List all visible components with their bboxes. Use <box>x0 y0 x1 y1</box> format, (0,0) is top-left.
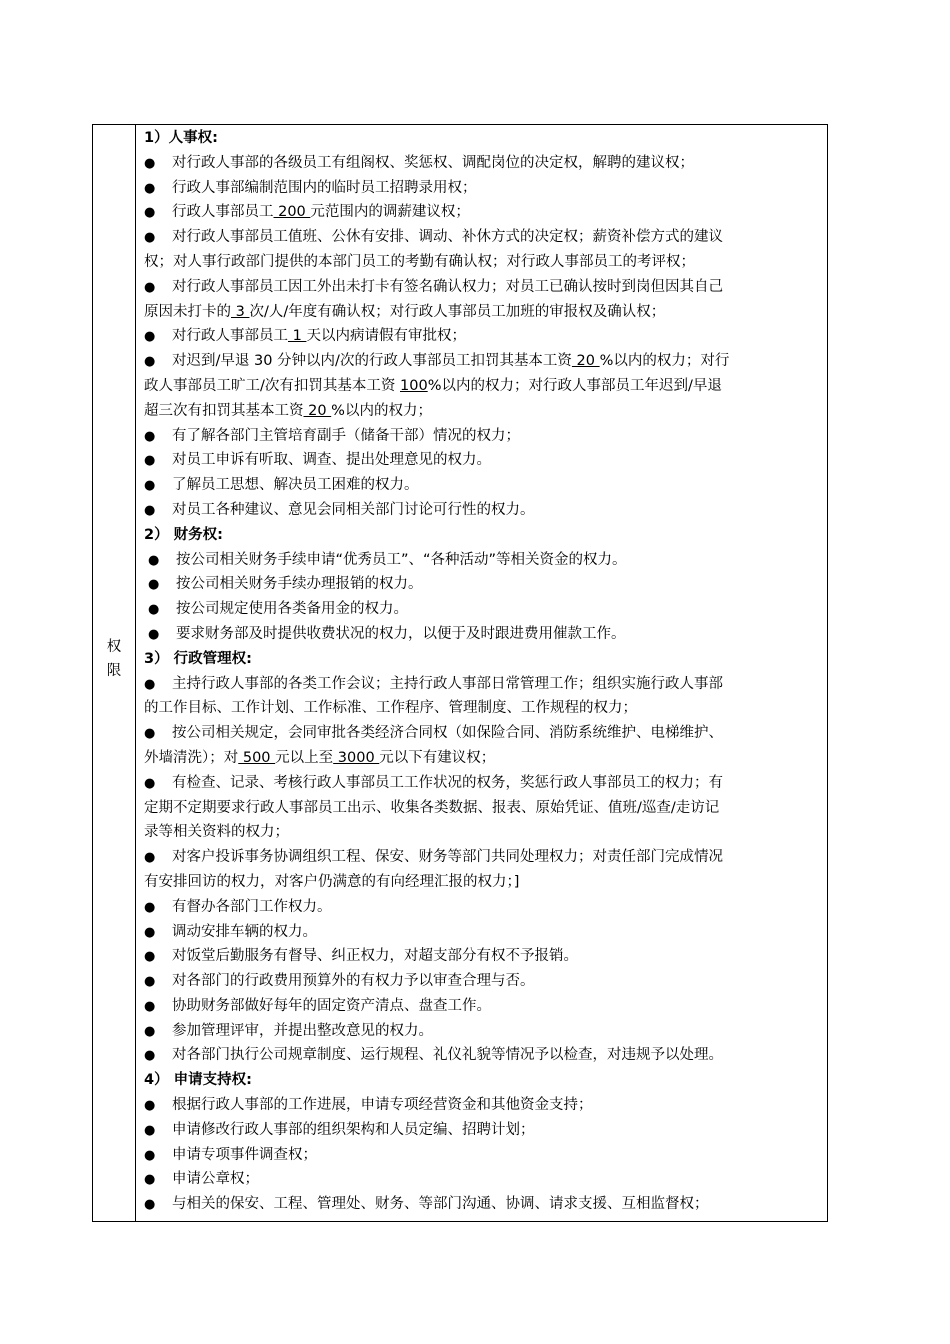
item-text: 要求财务部及时提供收费状况的权力，以便于及时跟进费用催款工作。 <box>176 625 626 642</box>
row-label <box>93 635 135 683</box>
list-item <box>144 424 819 449</box>
list-item <box>144 1118 819 1143</box>
bullet-icon: ● <box>144 428 156 444</box>
list-item <box>144 944 819 969</box>
bullet-icon: ● <box>148 552 160 568</box>
list-item <box>144 672 819 697</box>
list-item <box>144 349 819 374</box>
list-item <box>144 324 819 349</box>
item-text: 超三次有扣罚其基本工资 <box>144 402 304 419</box>
list-item <box>144 622 819 647</box>
bullet-icon: ● <box>144 924 156 940</box>
bullet-icon: ● <box>144 205 156 221</box>
list-item <box>144 1167 819 1192</box>
item-text: 次/人/年度有确认权；对行政人事部员工加班的审报权及确认权； <box>249 303 666 320</box>
bullet-icon: ● <box>144 949 156 965</box>
bullet-icon: ● <box>144 329 156 345</box>
item-text: 对员工各种建议、意见会同相关部门讨论可行性的权力。 <box>172 501 535 518</box>
bullet-icon: ● <box>144 1098 156 1114</box>
bullet-icon: ● <box>144 1023 156 1039</box>
bullet-icon: ● <box>144 726 156 742</box>
list-item-continuation <box>144 870 819 895</box>
list-item-continuation <box>144 399 819 424</box>
section-heading: 1）人事权: <box>144 130 218 146</box>
bullet-icon: ● <box>148 602 160 618</box>
item-text: 按公司相关规定，会同审批各类经济合同权（如保险合同、消防系统维护、电梯维护、 <box>172 725 723 742</box>
list-item <box>144 771 819 796</box>
item-text: %以内的权力； <box>331 402 432 419</box>
list-item <box>144 1093 819 1118</box>
underlined-value: 100 <box>400 377 428 394</box>
list-item <box>144 721 819 746</box>
underlined-value: 500 <box>238 749 276 766</box>
bullet-icon: ● <box>144 1122 156 1138</box>
bullet-icon: ● <box>144 850 156 866</box>
list-item <box>144 1019 819 1044</box>
list-item <box>144 969 819 994</box>
item-text: 对行政人事部员工因工外出未打卡有签名确认权力；对员工已确认按时到岗但因其自己 <box>172 278 723 295</box>
item-text: 按公司规定使用各类备用金的权力。 <box>176 601 408 618</box>
list-item <box>144 1043 819 1068</box>
item-text: 元以上至 <box>275 749 334 766</box>
item-text: 有督办各部门工作权力。 <box>172 898 332 915</box>
row-label-cell <box>93 125 136 1221</box>
list-item <box>144 176 819 201</box>
bullet-icon: ● <box>144 676 156 692</box>
list-item <box>144 597 819 622</box>
item-text: 对各部门执行公司规章制度、运行规程、礼仪礼貌等情况予以检查，对违规予以处理。 <box>172 1047 723 1064</box>
list-item <box>144 1143 819 1168</box>
list-item-continuation <box>144 300 819 325</box>
item-text: 按公司相关财务手续办理报销的权力。 <box>176 576 423 593</box>
bullet-icon: ● <box>144 478 156 494</box>
section-heading: 4） 申请支持权: <box>144 1072 252 1089</box>
item-text: 有了解各部门主管培育副手（储备干部）情况的权力； <box>172 427 520 444</box>
bullet-icon: ● <box>148 626 160 642</box>
item-text: 根据行政人事部的工作进展，申请专项经营资金和其他资金支持； <box>172 1097 593 1114</box>
item-text: 元以下有建议权； <box>379 749 496 766</box>
list-item-continuation <box>144 746 819 771</box>
bullet-icon: ● <box>144 279 156 295</box>
item-text: 行政人事部员工 <box>172 204 274 221</box>
bullet-icon: ● <box>144 155 156 171</box>
item-text: 对迟到/早退 30 分钟以内/次的行政人事部员工扣罚其基本工资 <box>172 353 572 370</box>
item-text: %以内的权力；对行政人事部员工年迟到/早退 <box>427 377 722 394</box>
list-item <box>144 200 819 225</box>
item-text: 申请专项事件调查权； <box>172 1146 317 1163</box>
underlined-value: 200 <box>273 204 311 221</box>
bullet-icon: ● <box>144 1147 156 1163</box>
list-item <box>144 275 819 300</box>
item-text: 调动安排车辆的权力。 <box>172 923 317 940</box>
item-text: 对饭堂后勤服务有督导、纠正权力，对超支部分有权不予报销。 <box>172 948 578 965</box>
bullet-icon: ● <box>144 354 156 370</box>
bullet-icon: ● <box>144 974 156 990</box>
item-text: 按公司相关财务手续申请“优秀员工”、“各种活动”等相关资金的权力。 <box>176 551 627 568</box>
underlined-value: 3000 <box>333 749 380 766</box>
section-heading: 3） 行政管理权: <box>144 650 252 667</box>
item-text: 行政人事部编制范围内的临时员工招聘录用权； <box>172 179 477 196</box>
bullet-icon: ● <box>144 502 156 518</box>
bullet-icon: ● <box>144 1172 156 1188</box>
item-text: 元范围内的调薪建议权； <box>310 204 470 221</box>
bullet-icon: ● <box>144 998 156 1014</box>
row-label-char: 限 <box>106 663 122 679</box>
underlined-value: 20 <box>303 402 332 419</box>
bullet-icon: ● <box>144 775 156 791</box>
item-text: 权；对人事行政部门提供的本部门员工的考勤有确认权；对行政人事部员工的考评权； <box>144 253 695 270</box>
list-item <box>144 895 819 920</box>
list-item <box>144 498 819 523</box>
list-item <box>144 548 819 573</box>
item-text: 对各部门的行政费用预算外的有权力予以审查合理与否。 <box>172 973 535 990</box>
list-item <box>144 845 819 870</box>
list-item <box>144 994 819 1019</box>
list-item-continuation <box>144 796 819 821</box>
item-text: 了解员工思想、解决员工困难的权力。 <box>172 477 419 494</box>
list-item <box>144 1192 819 1217</box>
bullet-icon: ● <box>144 230 156 246</box>
list-item <box>144 151 819 176</box>
bullet-icon: ● <box>144 1197 156 1213</box>
list-item <box>144 448 819 473</box>
underlined-value: 20 <box>571 353 600 370</box>
item-text: 申请修改行政人事部的组织架构和人员定编、招聘计划； <box>172 1121 535 1138</box>
item-text: 协助财务部做好每年的固定资产清点、盘查工作。 <box>172 997 491 1014</box>
bullet-icon: ● <box>144 1048 156 1064</box>
item-text: 主持行政人事部的各类工作会议；主持行政人事部日常管理工作；组织实施行政人事部 <box>172 675 723 692</box>
underlined-value: 1 <box>288 328 307 345</box>
item-text: 申请公章权； <box>172 1171 259 1188</box>
authority-content-cell <box>136 126 827 1221</box>
section-heading: 2） 财务权: <box>144 526 223 543</box>
item-text: 原因未打卡的 <box>144 303 231 320</box>
bullet-icon: ● <box>144 180 156 196</box>
item-text: 有检查、记录、考核行政人事部员工工作状况的权务，奖惩行政人事部员工的权力；有 <box>172 774 723 791</box>
list-item <box>144 572 819 597</box>
item-text: 对员工申诉有听取、调查、提出处理意见的权力。 <box>172 452 491 469</box>
list-item-continuation <box>144 820 819 845</box>
row-label-char: 权 <box>106 639 122 655</box>
bullet-icon: ● <box>144 899 156 915</box>
item-text: 录等相关资料的权力； <box>144 824 289 841</box>
item-text: 对行政人事部的各级员工有组阁权、奖惩权、调配岗位的决定权，解聘的建议权； <box>172 154 694 171</box>
underlined-value: 3 <box>231 303 250 320</box>
item-text: %以内的权力；对行 <box>599 353 730 370</box>
item-text: 对客户投诉事务协调组织工程、保安、财务等部门共同处理权力；对责任部门完成情况 <box>172 849 723 866</box>
item-text: 有安排回访的权力，对客户仍满意的有向经理汇报的权力；] <box>144 873 520 890</box>
item-text: 定期不定期要求行政人事部员工出示、收集各类数据、报表、原始凭证、值班/巡查/走访记 <box>144 799 720 816</box>
list-item-continuation <box>144 250 819 275</box>
list-item-continuation <box>144 374 819 399</box>
item-text: 天以内病请假有审批权； <box>306 328 466 345</box>
item-text: 与相关的保安、工程、管理处、财务、等部门沟通、协调、请求支援、互相监督权； <box>172 1196 709 1213</box>
bullet-icon: ● <box>148 577 160 593</box>
item-text: 政人事部员工旷工/次有扣罚其基本工资 <box>144 377 400 394</box>
list-item <box>144 473 819 498</box>
authority-table <box>92 124 828 1222</box>
item-text: 外墙清洗）；对 <box>144 749 239 766</box>
item-text: 对行政人事部员工值班、公休有安排、调动、补休方式的决定权；薪资补偿方式的建议 <box>172 229 723 246</box>
item-text: 对行政人事部员工 <box>172 328 288 345</box>
item-text: 的工作目标、工作计划、工作标准、工作程序、管理制度、工作规程的权力； <box>144 700 637 717</box>
list-item <box>144 920 819 945</box>
item-text: 参加管理评审，并提出整改意见的权力。 <box>172 1022 433 1039</box>
list-item-continuation <box>144 696 819 721</box>
bullet-icon: ● <box>144 453 156 469</box>
list-item <box>144 225 819 250</box>
